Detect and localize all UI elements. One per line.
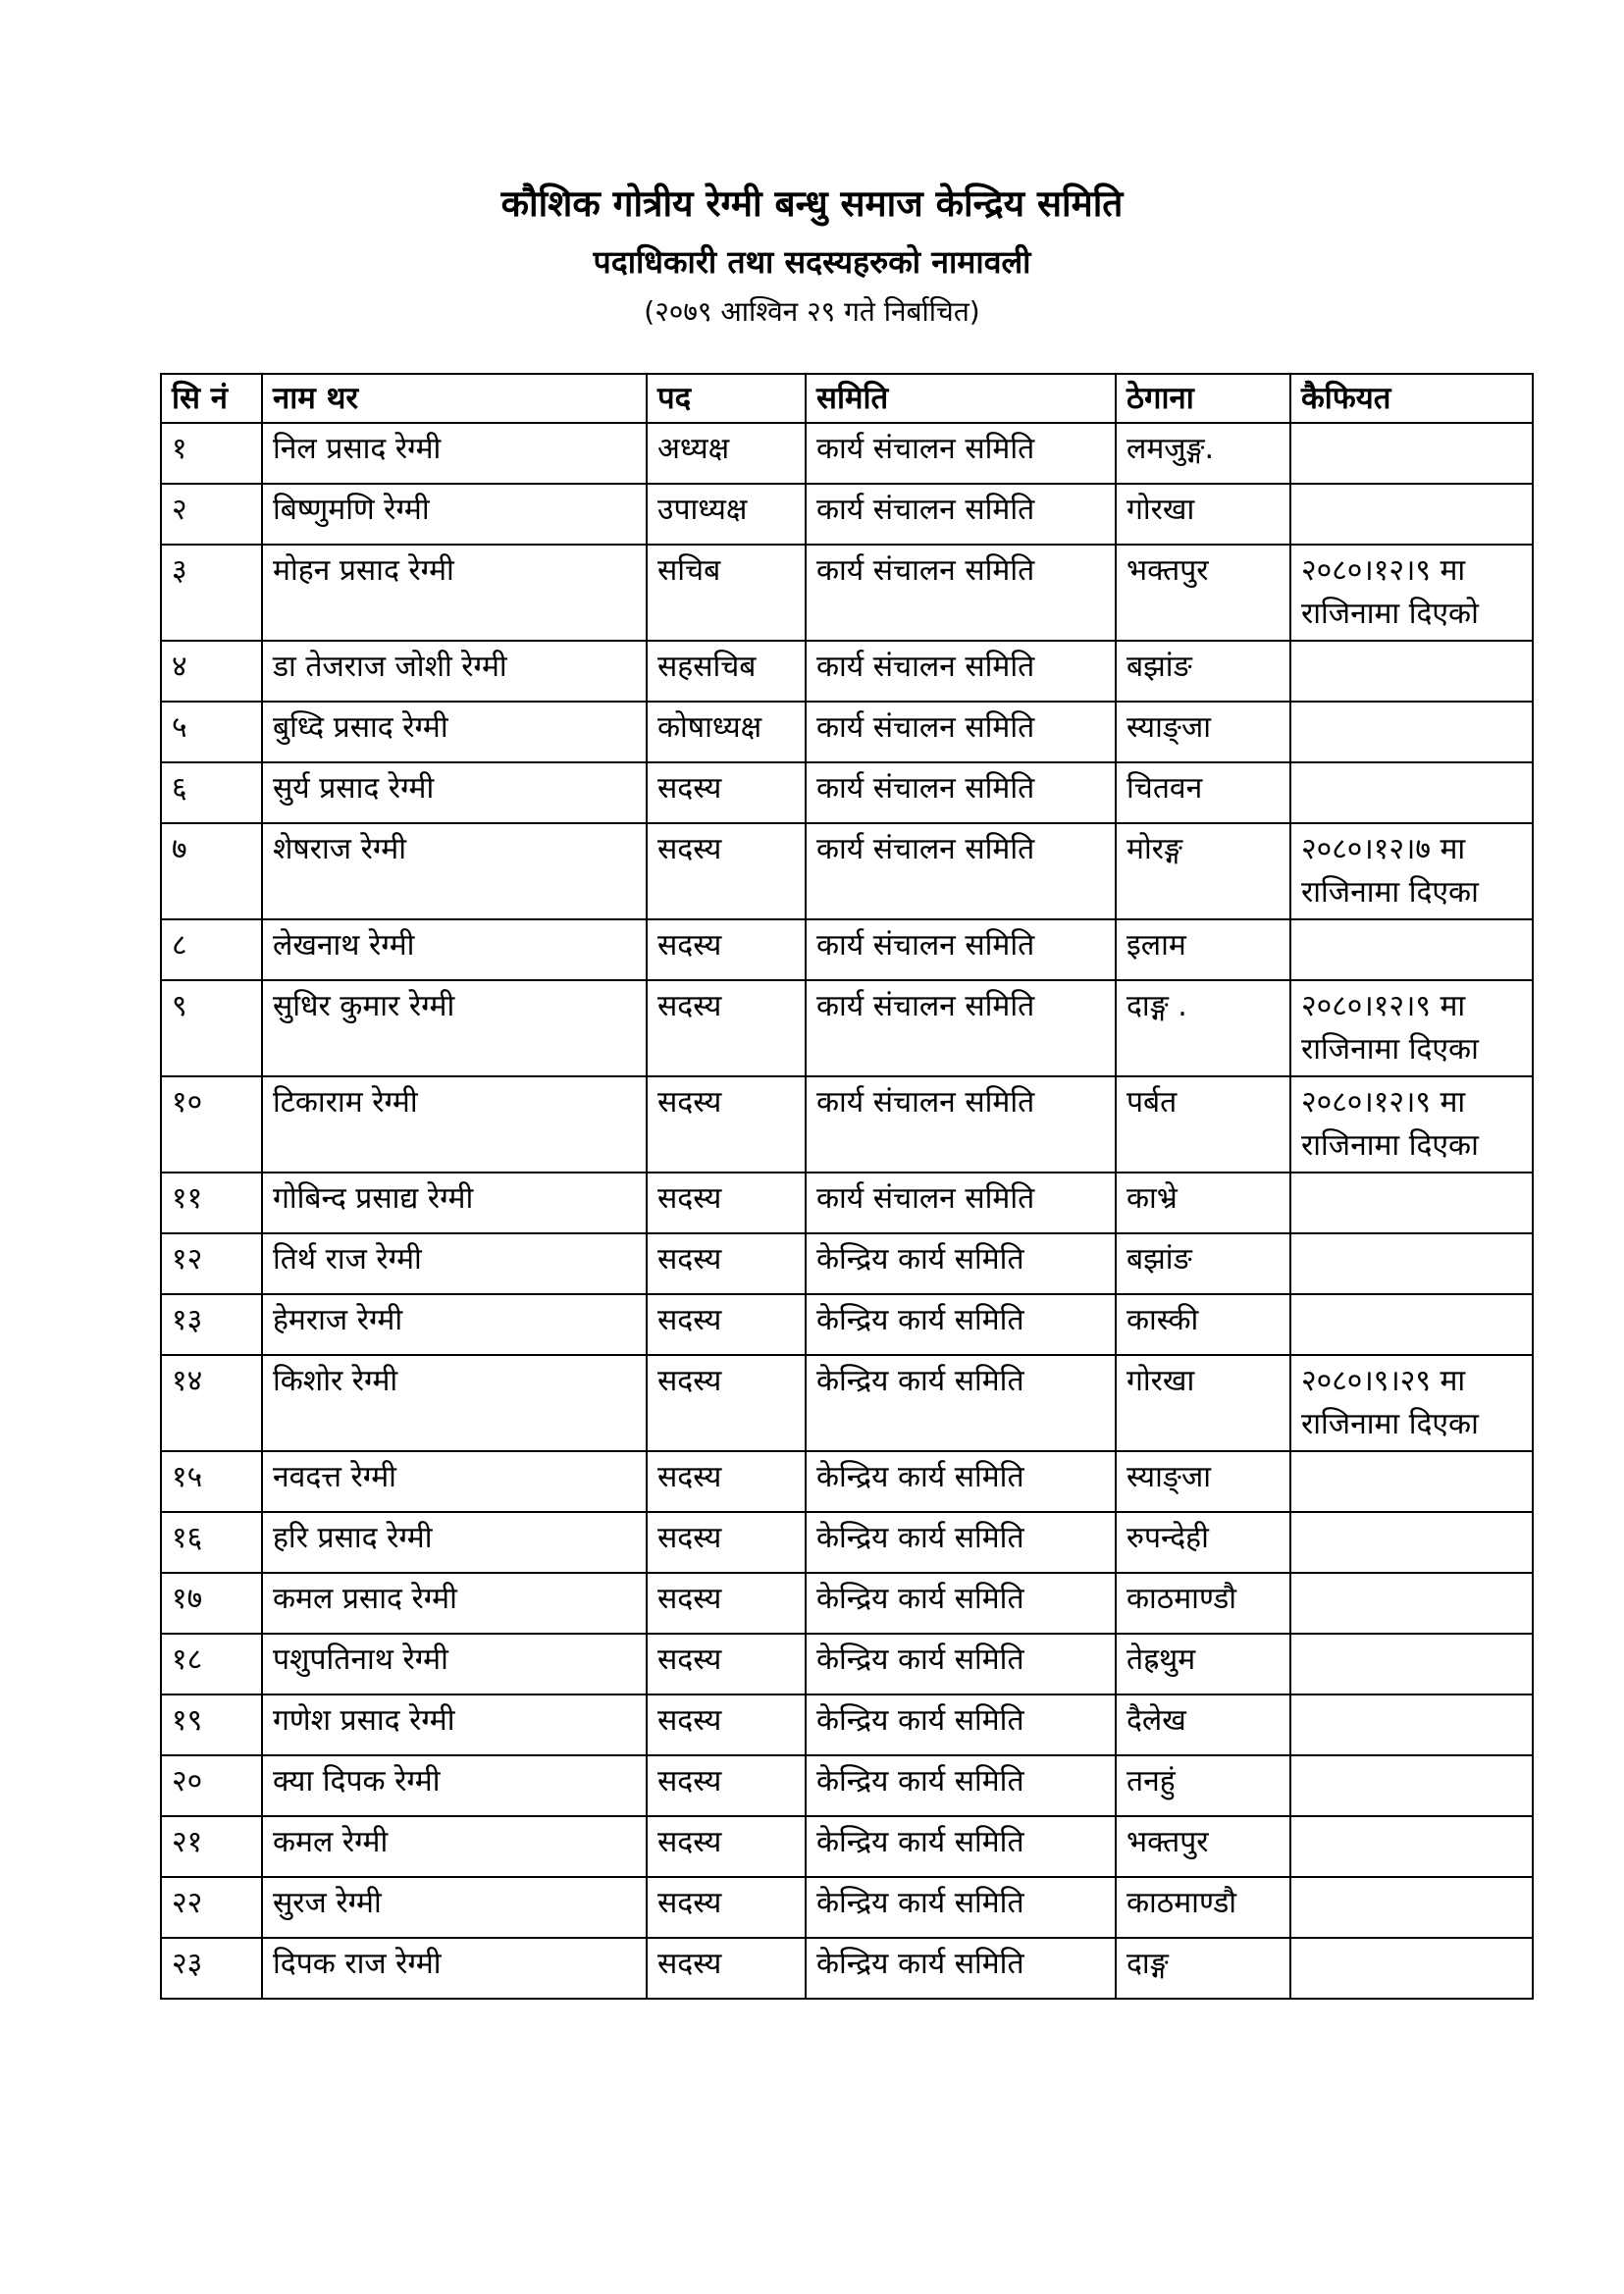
cell-sn: २३ [161,1938,262,1999]
cell-committee: केन्द्रिय कार्य समिति [806,1573,1116,1634]
cell-sn: २२ [161,1877,262,1938]
cell-sn: १५ [161,1451,262,1512]
cell-name: तिर्थ राज रेग्मी [262,1233,647,1294]
cell-remark [1290,641,1533,702]
cell-name: शेषराज रेग्मी [262,823,647,919]
cell-name: हेमराज रेग्मी [262,1294,647,1355]
cell-name: कमल प्रसाद रेग्मी [262,1573,647,1634]
table-row [161,1573,1533,1634]
cell-name: गणेश प्रसाद रेग्मी [262,1694,647,1755]
cell-post: सदस्य [647,1816,806,1877]
table-row [161,423,1533,484]
cell-address: मोरङ्ग [1116,823,1290,919]
cell-address: बझांङ [1116,1233,1290,1294]
cell-committee: कार्य संचालन समिति [806,1076,1116,1173]
cell-committee: केन्द्रिय कार्य समिति [806,1294,1116,1355]
table-row [161,823,1533,919]
cell-address: तेह्रथुम [1116,1634,1290,1694]
header-post: पद [647,374,806,423]
cell-remark: २०८०।१२।९ मा राजिनामा दिएका [1290,1076,1533,1173]
cell-remark [1290,1294,1533,1355]
table-row [161,484,1533,545]
cell-name: क्या दिपक रेग्मी [262,1755,647,1816]
cell-post: सचिब [647,545,806,641]
cell-sn: २ [161,484,262,545]
cell-name: कमल रेग्मी [262,1816,647,1877]
cell-name: टिकाराम रेग्मी [262,1076,647,1173]
cell-remark [1290,1877,1533,1938]
cell-address: दाङ्ग [1116,1938,1290,1999]
cell-sn: ६ [161,762,262,823]
cell-address: भक्तपुर [1116,1816,1290,1877]
cell-committee: कार्य संचालन समिति [806,702,1116,762]
cell-name: हरि प्रसाद रेग्मी [262,1512,647,1573]
cell-post: सदस्य [647,1294,806,1355]
cell-name: नवदत्त रेग्मी [262,1451,647,1512]
cell-sn: १७ [161,1573,262,1634]
cell-name: सुर्य प्रसाद रेग्मी [262,762,647,823]
header-address: ठेगाना [1116,374,1290,423]
table-row [161,980,1533,1076]
cell-committee: केन्द्रिय कार्य समिति [806,1355,1116,1451]
table-row [161,641,1533,702]
cell-remark [1290,1816,1533,1877]
cell-remark [1290,1512,1533,1573]
cell-remark [1290,484,1533,545]
cell-sn: ११ [161,1173,262,1233]
members-table [160,373,1534,2000]
cell-post: सदस्य [647,1755,806,1816]
cell-remark [1290,1938,1533,1999]
cell-address: बझांङ [1116,641,1290,702]
cell-name: मोहन प्रसाद रेग्मी [262,545,647,641]
table-row [161,1076,1533,1173]
document-subtitle: पदाधिकारी तथा सदस्यहरुको नामावली [593,243,1031,281]
cell-remark [1290,702,1533,762]
table-row [161,1512,1533,1573]
cell-address: चितवन [1116,762,1290,823]
election-date: (२०७९ आश्विन २९ गते निर्बाचित) [644,295,980,328]
cell-committee: कार्य संचालन समिति [806,762,1116,823]
cell-post: सदस्य [647,1173,806,1233]
table-row [161,1694,1533,1755]
table-row [161,762,1533,823]
cell-address: इलाम [1116,919,1290,980]
cell-post: सदस्य [647,1694,806,1755]
cell-post: सदस्य [647,1076,806,1173]
cell-post: सदस्य [647,1634,806,1694]
cell-post: सदस्य [647,1512,806,1573]
cell-sn: १९ [161,1694,262,1755]
cell-post: उपाध्यक्ष [647,484,806,545]
document-title: कौशिक गोत्रीय रेग्मी बन्धु समाज केन्द्रिय समिति [500,182,1124,225]
cell-sn: ९ [161,980,262,1076]
cell-sn: २१ [161,1816,262,1877]
cell-committee: केन्द्रिय कार्य समिति [806,1938,1116,1999]
cell-sn: १६ [161,1512,262,1573]
cell-post: सदस्य [647,762,806,823]
table-row [161,545,1533,641]
cell-committee: केन्द्रिय कार्य समिति [806,1233,1116,1294]
cell-sn: ४ [161,641,262,702]
cell-committee: केन्द्रिय कार्य समिति [806,1877,1116,1938]
cell-remark [1290,1451,1533,1512]
cell-post: कोषाध्यक्ष [647,702,806,762]
table-row [161,1816,1533,1877]
cell-post: सदस्य [647,980,806,1076]
cell-address: भक्तपुर [1116,545,1290,641]
cell-post: सदस्य [647,1938,806,1999]
cell-post: सदस्य [647,1877,806,1938]
cell-post: सदस्य [647,1451,806,1512]
cell-post: अध्यक्ष [647,423,806,484]
cell-name: पशुपतिनाथ रेग्मी [262,1634,647,1694]
cell-remark: २०८०।९।२९ मा राजिनामा दिएका [1290,1355,1533,1451]
cell-remark [1290,1233,1533,1294]
cell-name: सुधिर कुमार रेग्मी [262,980,647,1076]
table-row [161,1634,1533,1694]
cell-sn: ८ [161,919,262,980]
cell-name: लेखनाथ रेग्मी [262,919,647,980]
cell-address: गोरखा [1116,1355,1290,1451]
cell-post: सदस्य [647,919,806,980]
cell-remark [1290,423,1533,484]
cell-remark [1290,1755,1533,1816]
table-header-row [161,374,1533,423]
cell-name: गोबिन्द प्रसाद्य रेग्मी [262,1173,647,1233]
cell-remark [1290,1173,1533,1233]
cell-name: किशोर रेग्मी [262,1355,647,1451]
cell-post: सदस्य [647,1355,806,1451]
table-row [161,1355,1533,1451]
cell-sn: १४ [161,1355,262,1451]
table-row [161,1233,1533,1294]
cell-committee: कार्य संचालन समिति [806,423,1116,484]
cell-committee: कार्य संचालन समिति [806,1173,1116,1233]
header-name: नाम थर [262,374,647,423]
cell-committee: केन्द्रिय कार्य समिति [806,1512,1116,1573]
cell-sn: १८ [161,1634,262,1694]
cell-sn: १० [161,1076,262,1173]
cell-address: काठमाण्डौ [1116,1877,1290,1938]
cell-address: दैलेख [1116,1694,1290,1755]
cell-committee: कार्य संचालन समिति [806,641,1116,702]
cell-sn: ३ [161,545,262,641]
table-row [161,702,1533,762]
cell-address: स्याङ्जा [1116,1451,1290,1512]
cell-sn: ५ [161,702,262,762]
cell-remark [1290,1573,1533,1634]
cell-remark: २०८०।१२।९ मा राजिनामा दिएको [1290,545,1533,641]
cell-address: स्याङ्जा [1116,702,1290,762]
table-row [161,1755,1533,1816]
cell-post: सदस्य [647,1233,806,1294]
cell-remark [1290,762,1533,823]
cell-address: दाङ्ग . [1116,980,1290,1076]
cell-committee: केन्द्रिय कार्य समिति [806,1755,1116,1816]
cell-committee: कार्य संचालन समिति [806,545,1116,641]
cell-committee: केन्द्रिय कार्य समिति [806,1694,1116,1755]
table-row [161,1877,1533,1938]
cell-address: गोरखा [1116,484,1290,545]
table-row [161,1294,1533,1355]
cell-name: सुरज रेग्मी [262,1877,647,1938]
cell-committee: केन्द्रिय कार्य समिति [806,1451,1116,1512]
cell-name: बिष्णुमणि रेग्मी [262,484,647,545]
cell-address: कास्की [1116,1294,1290,1355]
cell-remark: २०८०।१२।९ मा राजिनामा दिएका [1290,980,1533,1076]
table-row [161,919,1533,980]
cell-name: डा तेजराज जोशी रेग्मी [262,641,647,702]
cell-committee: कार्य संचालन समिति [806,980,1116,1076]
cell-remark [1290,919,1533,980]
cell-post: सहसचिब [647,641,806,702]
header-sn: सि नं [161,374,262,423]
cell-remark [1290,1634,1533,1694]
cell-committee: केन्द्रिय कार्य समिति [806,1816,1116,1877]
cell-sn: १२ [161,1233,262,1294]
cell-remark: २०८०।१२।७ मा राजिनामा दिएका [1290,823,1533,919]
cell-address: रुपन्देही [1116,1512,1290,1573]
header-committee: समिति [806,374,1116,423]
cell-name: निल प्रसाद रेग्मी [262,423,647,484]
cell-address: लमजुङ्ग. [1116,423,1290,484]
cell-address: पर्बत [1116,1076,1290,1173]
table-row [161,1173,1533,1233]
cell-sn: १ [161,423,262,484]
cell-post: सदस्य [647,1573,806,1634]
cell-sn: ७ [161,823,262,919]
table-row [161,1938,1533,1999]
cell-sn: २० [161,1755,262,1816]
cell-post: सदस्य [647,823,806,919]
cell-committee: कार्य संचालन समिति [806,919,1116,980]
cell-address: काभ्रे [1116,1173,1290,1233]
cell-committee: केन्द्रिय कार्य समिति [806,1634,1116,1694]
header-remark: कैफियत [1290,374,1533,423]
table-row [161,1451,1533,1512]
cell-committee: कार्य संचालन समिति [806,823,1116,919]
cell-address: काठमाण्डौ [1116,1573,1290,1634]
cell-name: दिपक राज रेग्मी [262,1938,647,1999]
cell-name: बुध्दि प्रसाद रेग्मी [262,702,647,762]
cell-address: तनहुं [1116,1755,1290,1816]
cell-remark [1290,1694,1533,1755]
cell-sn: १३ [161,1294,262,1355]
cell-committee: कार्य संचालन समिति [806,484,1116,545]
